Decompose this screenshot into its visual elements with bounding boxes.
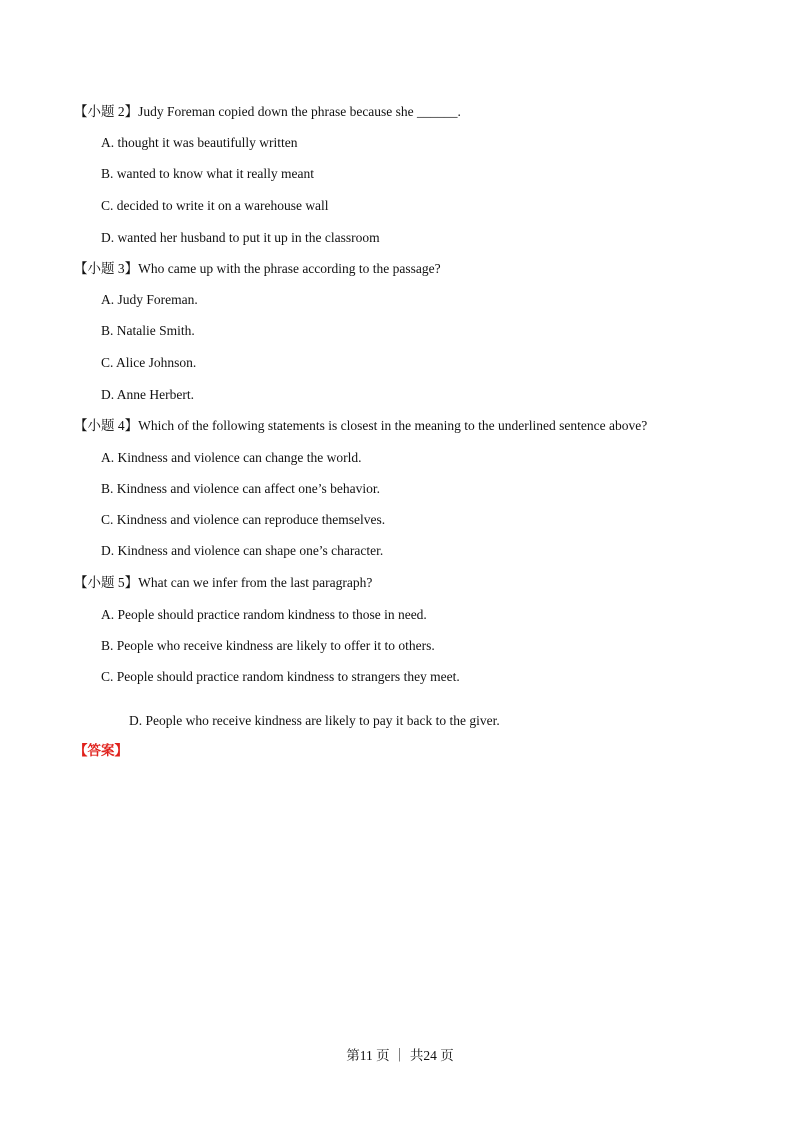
question-5-stem: 【小题 5】What can we infer from the last paragraph? (74, 575, 373, 590)
question-3-option-b: B. Natalie Smith. (101, 323, 195, 338)
question-2-stem: 【小题 2】Judy Foreman copied down the phrase because she ______. (74, 104, 461, 119)
question-5-option-d: D. People who receive kindness are likely to pay it back to the giver. (129, 713, 500, 728)
question-3-stem: 【小题 3】Who came up with the phrase according to the passage? (74, 261, 441, 276)
page-footer: 第11 页 ｜ 共24 页 (346, 1048, 454, 1063)
question-2-option-a: A. thought it was beautifully written (101, 135, 298, 150)
question-2-option-c: C. decided to write it on a warehouse wall (101, 198, 329, 213)
question-4-option-d: D. Kindness and violence can shape one’s character. (101, 543, 384, 558)
question-5-option-b: B. People who receive kindness are likely to offer it to others. (101, 638, 435, 653)
question-5-option-a: A. People should practice random kindness to those in need. (101, 607, 427, 622)
question-3-option-c: C. Alice Johnson. (101, 355, 197, 370)
question-4-stem: 【小题 4】Which of the following statements is closest in the meaning to the underlined sentence above? (74, 418, 648, 433)
question-4-option-a: A. Kindness and violence can change the world. (101, 450, 362, 465)
answer-label: 【答案】 (74, 743, 128, 758)
question-5-option-c: C. People should practice random kindness to strangers they meet. (101, 669, 460, 684)
question-4-option-b: B. Kindness and violence can affect one’s behavior. (101, 481, 381, 496)
question-4-option-c: C. Kindness and violence can reproduce themselves. (101, 512, 386, 527)
question-2-option-b: B. wanted to know what it really meant (101, 166, 314, 181)
question-3-option-d: D. Anne Herbert. (101, 387, 194, 402)
question-3-option-a: A. Judy Foreman. (101, 292, 198, 307)
question-2-option-d: D. wanted her husband to put it up in the classroom (101, 230, 380, 245)
